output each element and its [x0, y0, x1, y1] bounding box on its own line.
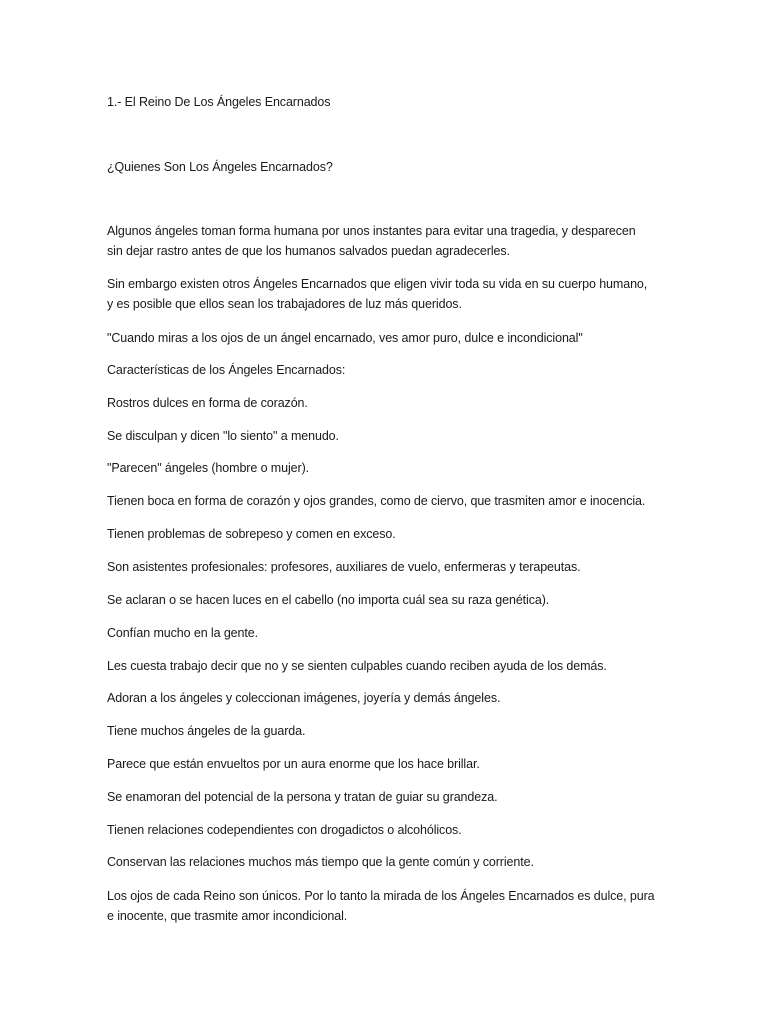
characteristic-item: Tienen problemas de sobrepeso y comen en exceso. [107, 527, 396, 541]
characteristic-item: Parece que están envueltos por un aura enorme que los hace brillar. [107, 757, 480, 771]
characteristic-item: Confían mucho en la gente. [107, 626, 258, 640]
document-subheading: ¿Quienes Son Los Ángeles Encarnados? [107, 160, 333, 174]
characteristic-item: Se aclaran o se hacen luces en el cabello (no importa cuál sea su raza genética). [107, 593, 550, 607]
characteristic-item: Conservan las relaciones muchos más tiempo que la gente común y corriente. [107, 855, 534, 869]
characteristic-item: Les cuesta trabajo decir que no y se sienten culpables cuando reciben ayuda de los demás. [107, 659, 607, 673]
characteristic-item: Tienen relaciones codependientes con drogadictos o alcohólicos. [107, 823, 462, 837]
characteristic-item: Son asistentes profesionales: profesores, auxiliares de vuelo, enfermeras y terapeutas. [107, 560, 581, 574]
characteristic-item: Se disculpan y dicen "lo siento" a menudo. [107, 429, 339, 443]
characteristic-item: Rostros dulces en forma de corazón. [107, 396, 308, 410]
characteristic-item: Se enamoran del potencial de la persona y tratan de guiar su grandeza. [107, 790, 498, 804]
characteristics-title: Características de los Ángeles Encarnados: [107, 363, 346, 377]
characteristic-item: Tiene muchos ángeles de la guarda. [107, 724, 306, 738]
closing-line-2: e inocente, que trasmite amor incondicional. [107, 909, 348, 923]
intro-line-2: sin dejar rastro antes de que los humanos salvados puedan agradecerles. [107, 244, 510, 258]
document-heading: 1.- El Reino De Los Ángeles Encarnados [107, 95, 331, 109]
characteristic-item: Adoran a los ángeles y coleccionan imágenes, joyería y demás ángeles. [107, 691, 501, 705]
characteristic-item: Tienen boca en forma de corazón y ojos grandes, como de ciervo, que trasmiten amor e inocencia. [107, 494, 646, 508]
paragraph2-line-2: y es posible que ellos sean los trabajadores de luz más queridos. [107, 297, 462, 311]
paragraph2-line-1: Sin embargo existen otros Ángeles Encarnados que eligen vivir toda su vida en su cuerpo humano, [107, 277, 648, 291]
intro-line-1: Algunos ángeles toman forma humana por unos instantes para evitar una tragedia, y desparecen [107, 224, 636, 238]
closing-line-1: Los ojos de cada Reino son únicos. Por lo tanto la mirada de los Ángeles Encarnados es dulce, pura [107, 889, 655, 903]
characteristic-item: "Parecen" ángeles (hombre o mujer). [107, 461, 309, 475]
quote-text: "Cuando miras a los ojos de un ángel encarnado, ves amor puro, dulce e incondicional" [107, 331, 583, 345]
